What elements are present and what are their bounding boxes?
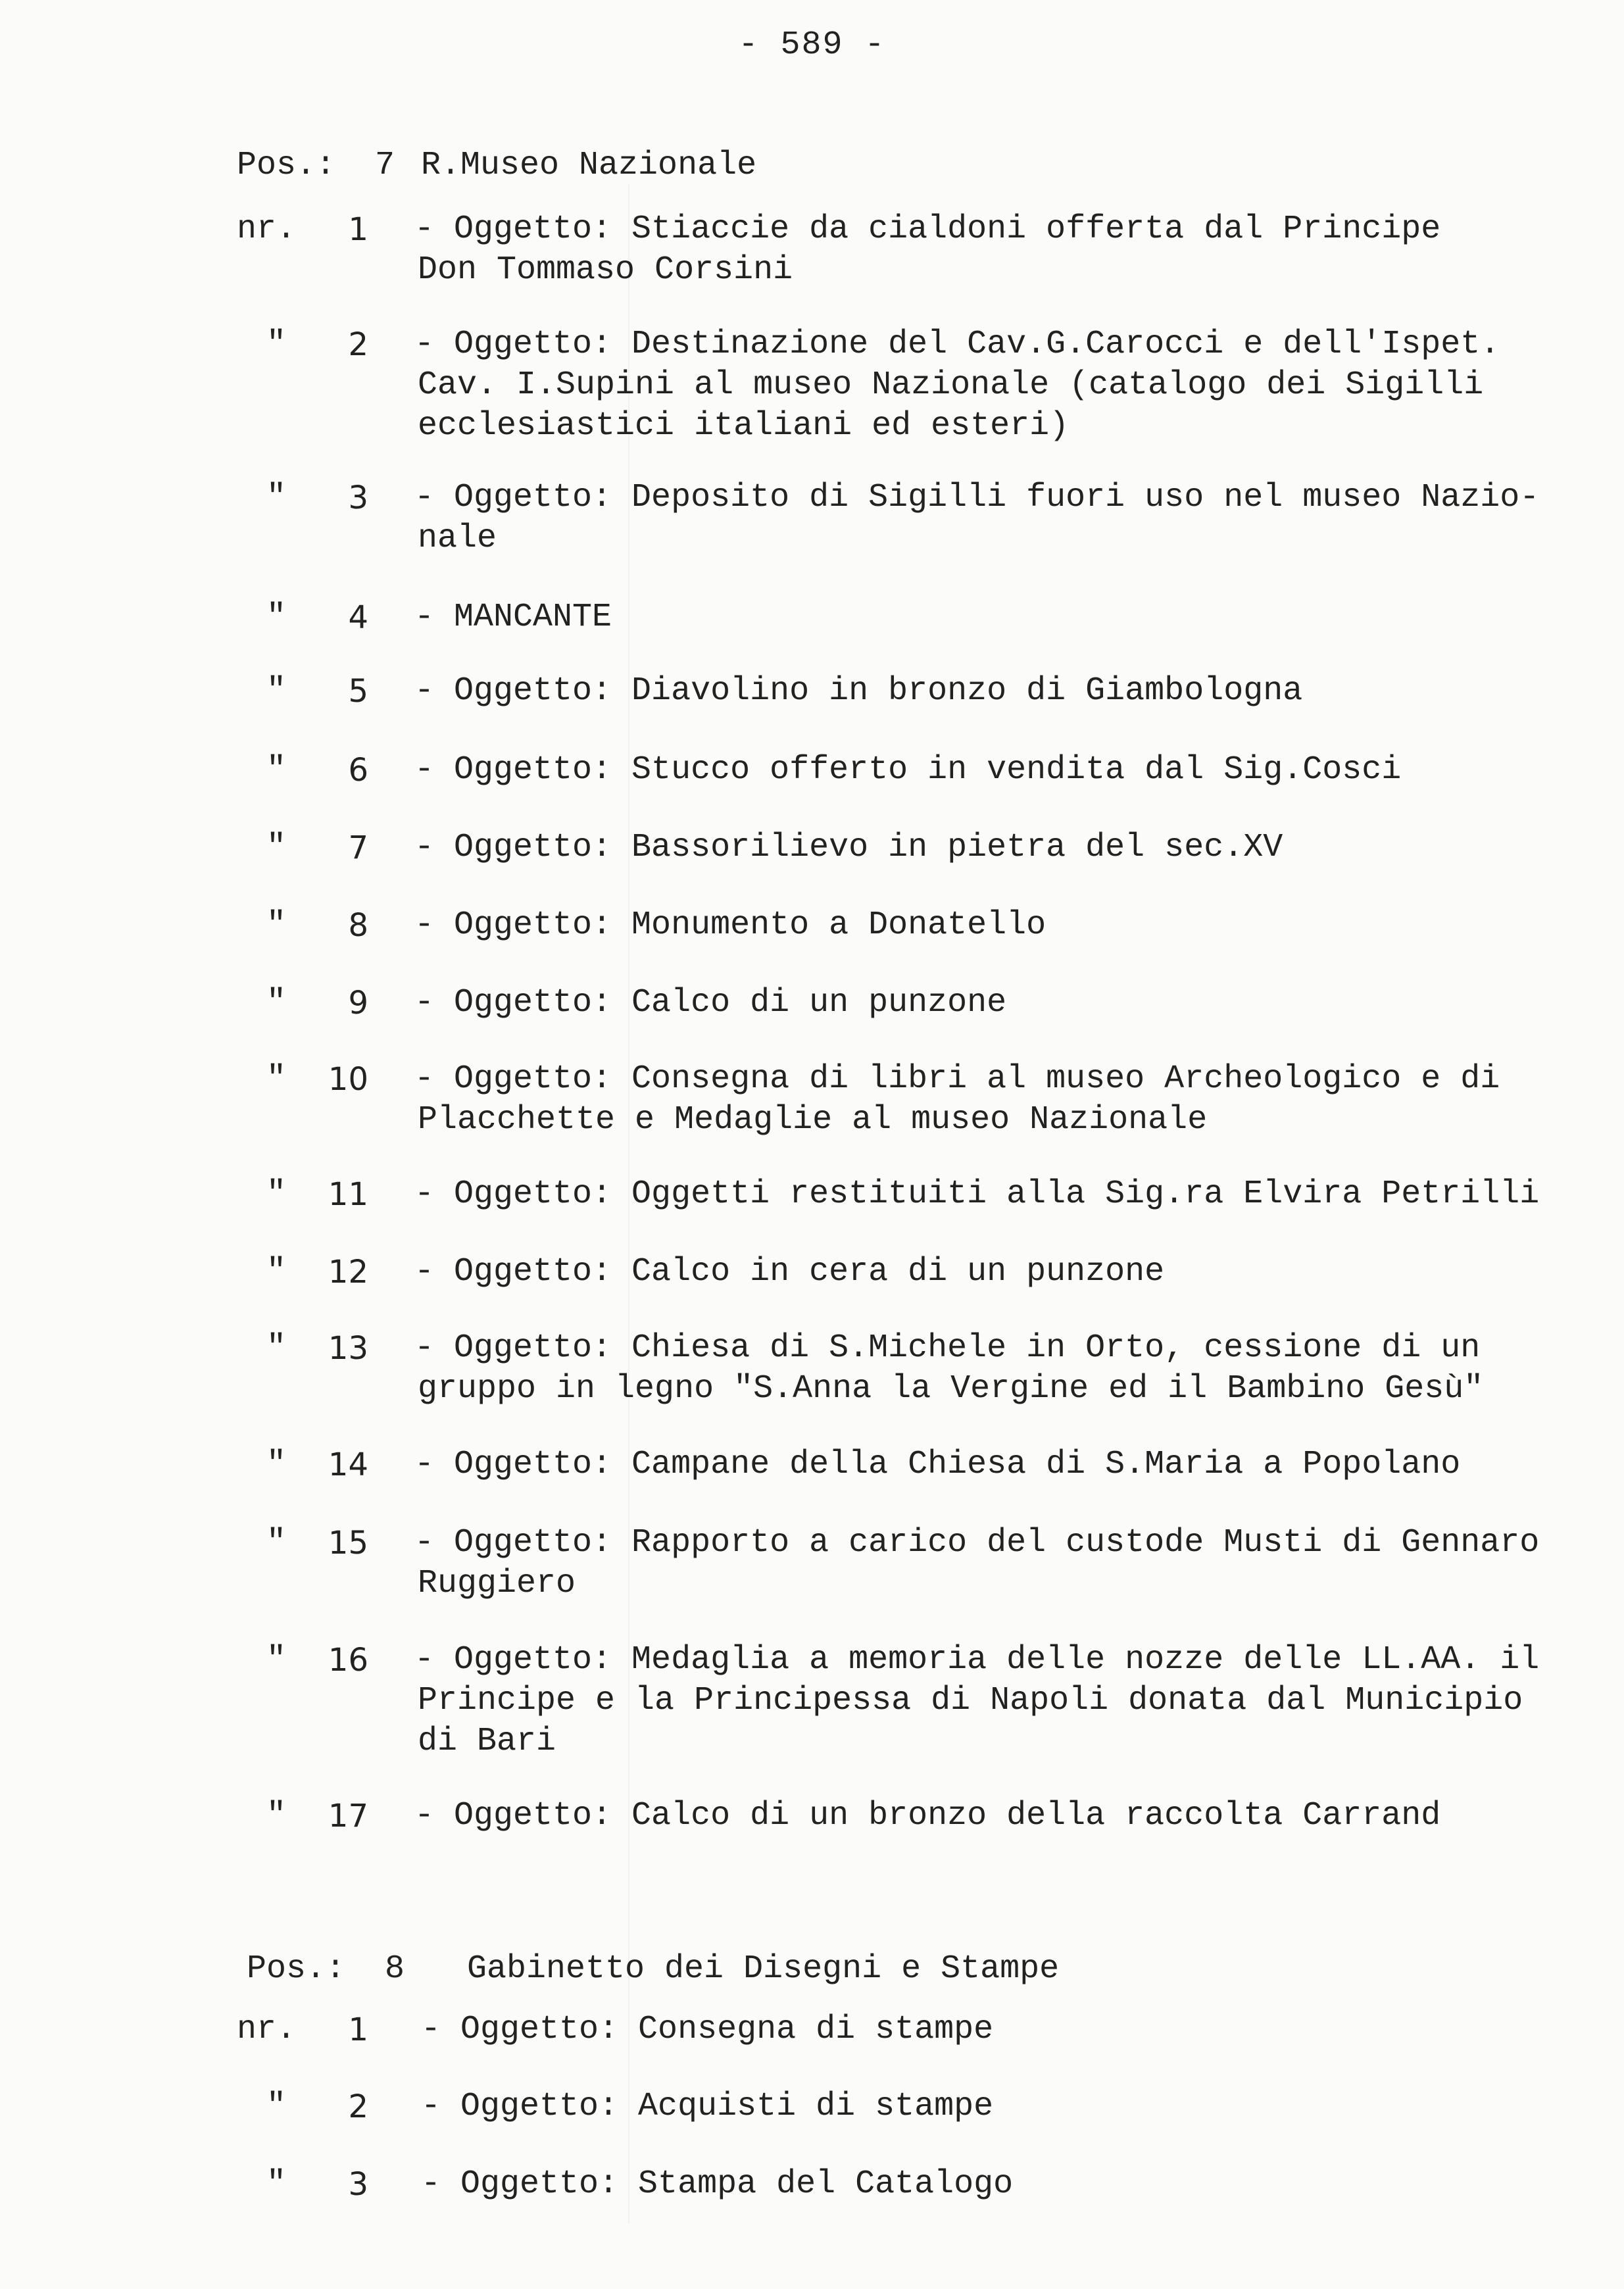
entry-prefix: " [266, 1446, 287, 1483]
pos-number: 8 [385, 1950, 405, 1988]
entry-number: 12 [328, 1254, 368, 1291]
entry-text-line: Cav. I.Supini al museo Nazionale (catalogo dei Sigilli [418, 366, 1484, 404]
entry-text-line: - Oggetto: Campane della Chiesa di S.Maria a Popolano [414, 1446, 1461, 1483]
entry-text-line: - Oggetto: Stampa del Catalogo [421, 2165, 1014, 2203]
entry-number: 16 [328, 1642, 368, 1679]
entry-text-line: - Oggetto: Stiaccie da cialdoni offerta dal Principe [414, 210, 1441, 248]
entry-text-line: - Oggetto: Bassorilievo in pietra del sec.XV [414, 829, 1283, 866]
entry-text-line: - Oggetto: Calco di un bronzo della raccolta Carrand [414, 1797, 1441, 1834]
entry-text-line: di Bari [418, 1723, 556, 1760]
entry-text [414, 1328, 1598, 1410]
entry-text [414, 1174, 1598, 1215]
entry-number: 8 [348, 907, 368, 944]
entry-prefix: " [266, 1524, 287, 1562]
entry-text [414, 983, 1598, 1023]
section-header-pos-7 [237, 145, 1158, 187]
entry-prefix: nr. [237, 2011, 297, 2048]
entry-text [421, 2009, 1605, 2050]
entry-text [414, 827, 1598, 868]
page-number: - 589 - [738, 26, 886, 64]
entry-text-line: - Oggetto: Deposito di Sigilli fuori uso nel museo Nazio- [414, 479, 1540, 516]
entry-text [421, 2086, 1605, 2127]
entry-text-line: - Oggetto: Consegna di stampe [421, 2011, 994, 2048]
entry-text [414, 324, 1598, 447]
entry-prefix: " [266, 829, 287, 866]
entry-text [421, 2164, 1605, 2205]
entry-text-line: - Oggetto: Calco di un punzone [414, 984, 1007, 1021]
entry-text-line: ecclesiastici italiani ed esteri) [418, 407, 1070, 445]
entry-prefix: " [266, 1253, 287, 1291]
pos-title: Gabinetto dei Disegni e Stampe [467, 1950, 1060, 1988]
entry-text-line: - Oggetto: Destinazione del Cav.G.Carocci e dell'Ispet. [414, 326, 1500, 363]
entry-prefix: " [266, 672, 287, 710]
entry-text-line: Placchette e Medaglie al museo Nazionale [418, 1101, 1208, 1139]
entry-prefix: nr. [237, 210, 297, 248]
entry-text-line: - Oggetto: Rapporto a carico del custode Musti di Gennaro [414, 1524, 1540, 1562]
entry-number: 14 [328, 1446, 368, 1483]
entry-number: 11 [328, 1176, 368, 1213]
entry-prefix: " [266, 2088, 287, 2125]
entry-text-line: - Oggetto: Stucco offerto in vendita dal Sig.Cosci [414, 751, 1402, 789]
entry-number: 13 [328, 1330, 368, 1367]
entry-prefix: " [266, 1797, 287, 1834]
entry-prefix: " [266, 1329, 287, 1367]
entry-text [414, 1252, 1598, 1292]
entry-prefix: " [266, 984, 287, 1021]
entry-number: 3 [348, 2166, 368, 2203]
entry-prefix: " [266, 2165, 287, 2203]
entry-number: 7 [348, 829, 368, 866]
section-header-pos-8 [247, 1948, 1168, 1990]
entry-text [414, 750, 1598, 791]
entry-text-line: Ruggiero [418, 1565, 576, 1602]
entry-text-line: - Oggetto: Diavolino in bronzo di Giambologna [414, 672, 1303, 710]
entry-text-line: - Oggetto: Calco in cera di un punzone [414, 1253, 1165, 1291]
entry-number: 2 [348, 326, 368, 363]
entry-text [414, 1444, 1598, 1485]
entry-prefix: " [266, 599, 287, 636]
entry-text-line: nale [418, 520, 497, 557]
pos-label: Pos.: [247, 1950, 346, 1988]
entry-text-line: Principe e la Principessa di Napoli donata dal Municipio [418, 1682, 1523, 1719]
entry-text-line: - Oggetto: Monumento a Donatello [414, 906, 1046, 944]
entry-text [414, 1523, 1598, 1604]
entry-prefix: " [266, 479, 287, 516]
entry-prefix: " [266, 326, 287, 363]
pos-title: R.Museo Nazionale [421, 147, 757, 184]
pos-label: Pos.: [237, 147, 336, 184]
entry-prefix: " [266, 906, 287, 944]
entry-number: 9 [348, 985, 368, 1021]
entry-prefix: " [266, 1175, 287, 1213]
entry-number: 6 [348, 752, 368, 789]
entry-prefix: " [266, 1641, 287, 1679]
entry-text-line: - Oggetto: Acquisti di stampe [421, 2088, 994, 2125]
pos-number: 7 [375, 147, 395, 184]
entry-text [414, 1640, 1598, 1762]
entry-text [414, 478, 1598, 559]
entry-prefix: " [266, 751, 287, 789]
entry-number: 3 [348, 480, 368, 516]
entry-number: 17 [328, 1798, 368, 1834]
entry-text-line: Don Tommaso Corsini [418, 251, 793, 289]
entry-text [414, 905, 1598, 946]
entry-text-line: - Oggetto: Consegna di libri al museo Archeologico e di [414, 1060, 1500, 1098]
entry-number: 15 [328, 1525, 368, 1562]
entry-number: 2 [348, 2088, 368, 2125]
entry-text [414, 209, 1598, 291]
entry-text-line: gruppo in legno "S.Anna la Vergine ed il Bambino Gesù" [418, 1370, 1484, 1408]
entry-prefix: " [266, 1060, 287, 1098]
entry-text-line: - Oggetto: Chiesa di S.Michele in Orto, cessione di un [414, 1329, 1481, 1367]
entry-text [414, 1059, 1598, 1141]
entry-number: 5 [348, 673, 368, 710]
entry-text [414, 671, 1598, 712]
entry-text [414, 597, 1598, 638]
entry-number: 4 [348, 599, 368, 636]
entry-number: 1 [348, 2011, 368, 2048]
entry-text-line: - MANCANTE [414, 599, 612, 636]
entry-text-line: - Oggetto: Oggetti restituiti alla Sig.ra Elvira Petrilli [414, 1175, 1540, 1213]
entry-text [414, 1796, 1598, 1836]
entry-number: 10 [328, 1061, 368, 1098]
entry-text-line: - Oggetto: Medaglia a memoria delle nozze delle LL.AA. il [414, 1641, 1540, 1679]
entry-number: 1 [348, 211, 368, 248]
